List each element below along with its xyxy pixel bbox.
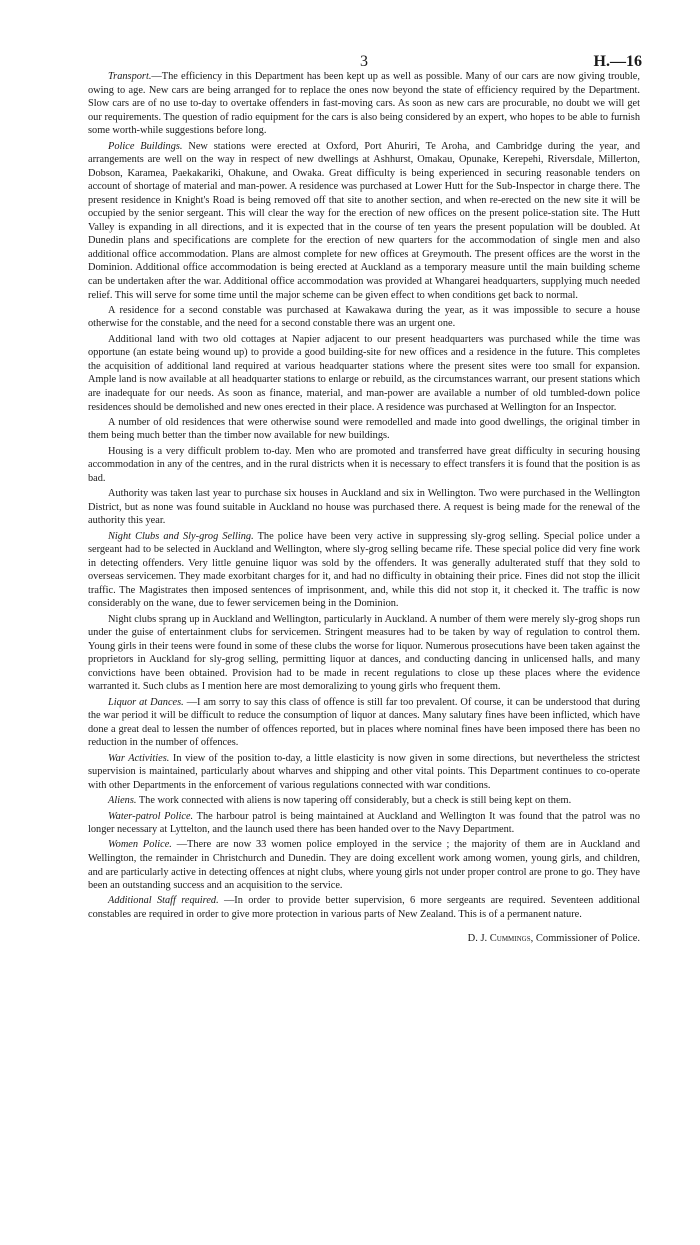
paragraph-heading: War Activities. [108,752,170,764]
paragraph-text: The harbour patrol is being maintained at Auckland and Wellington It was found that the patrol was no longer necessary at Lyttelton, and the launch used there has been handed over to the Navy Department. [88,810,640,836]
page-header [88,0,640,70]
paragraph-water-patrol [88,810,640,837]
paragraph-war-activities [88,752,640,793]
paragraph-night-clubs [88,530,640,611]
paragraph-kawakawa [88,304,640,331]
paragraph-heading: Water-patrol Police. [108,810,194,822]
paragraph-women-police [88,838,640,892]
paragraph-heading: Women Police. [108,839,172,851]
paragraph-heading: Night Clubs and Sly-grog Selling. [108,530,254,542]
paragraph-liquor-at-dances [88,696,640,750]
paragraph-text: —There are now 33 women police employed in the service ; the majority of them are in Auckland and Wellington, the remainder in Christchurch and Dunedin. They are doing excellent work among women, young girls, and children, and are particularly active in detecting offences at night clubs, where young girls not under proper control are prone to go. They have been an outstanding success and an acquisition to the service. [88,839,640,892]
paragraph-text: —In order to provide better supervision, 6 more sergeants are required. Seventeen additional constables are required in order to give more protection in various parts of New Zealand. This is of a permanent nature. [88,895,640,920]
paragraph-text: —I am sorry to say this class of offence is still far too prevalent. Of course, it can be understood that during the war period it will be difficult to reduce the consumption of liquor at dances. Many salutary fines have been inflicted, which have done a great deal to lessen the number of offences reported, but in places where nominal fines have been imposed there has been no reduction in the number of offences. [88,696,640,749]
paragraph-text: —The efficiency in this Department has been kept up as well as possible. Many of our cars are now giving trouble, owing to age. New cars are being arranged for to replace the ones now beyond the state of efficiency required by the Department. Slow cars are of no use to-day to overtake offenders in fast-moving cars. As soon as new cars are procurable, no doubt we will get our requirements. The question of radio equipment for the cars is also being considered by an expert, who hopes to be able to furnish some worth-while suggestions before long. [88,71,640,137]
document-reference: H.—16 [593,53,642,70]
page-number: 3 [360,53,368,70]
paragraph-housing [88,445,640,486]
paragraph-text: The work connected with aliens is now tapering off considerably, but a check is still being kept on them. [136,795,572,807]
paragraph-heading: Additional Staff required. [108,895,219,907]
paragraph-text: Additional land with two old cottages at Napier adjacent to our present headquarters was purchased while the time was opportune (an estate being wound up) to provide a good building-site for new offices and a residence in the future. This completes the acquisition of additional land required at various headquarter stations where the present sites were too small for expansion. Ample land is now available at all headquarter stations to enlarge or rebuild, as the circumstances warrant, our present stations which are inadequate for our needs. As soon as finance, material, and man-power are available a number of old tumbled-down police residences should be demolished and new ones erected in their place. A residence was purchased at Wellington for an Inspector. [88,333,640,413]
paragraph-additional-staff [88,894,640,921]
paragraph-remodelled-residences [88,416,640,443]
signatory-name: D. J. Cummings, [467,932,534,944]
paragraph-heading: Liquor at Dances. [108,696,184,708]
paragraph-text: Authority was taken last year to purchase six houses in Auckland and six in Wellington. Two were purchased in the Wellington District, but as none was found suitable in Auckland no house was purchased there. A request is being made for the renewal of the authority this year. [88,488,640,527]
paragraph-aliens [88,794,640,808]
paragraph-text: The police have been very active in suppressing sly-grog selling. Special police under a sergeant had to be selected in Auckland and Wellington, where sly-grog selling became rife. These special police did very fine work in detecting offenders. Very little genuine liquor was sold by the offenders. It was generally adulterated stuff that they sold to overseas servicemen. They made exorbitant charges for it, and had no difficulty in obtaining their price. Fines did not stop the illicit traffic. The Magistrates then imposed sentences of imprisonment, and, while this did not stop it, it checked it. The traffic is now considerably on the wane, due to fewer servicemen being in the Dominion. [88,530,640,610]
paragraph-heading: Police Buildings. [108,140,183,152]
paragraph-text: New stations were erected at Oxford, Port Ahuriri, Te Aroha, and Cambridge during the year, and arrangements are well on the way in respect of new dwellings at Ashhurst, Omakau, Opunake, Kerepehi, Riversdale, Millerton, Dobson, Karamea, Paekakariki, Ohakune, and Owaka. Great difficulty is being experienced in securing reasonable tenders on account of shortage of material and man-power. A residence was purchased at Lower Hutt for the Sub-Inspector in charge there. The present residence in Knight's Road is being removed off that site to another section, and when re-erected on the new site it will be occupied by the senior sergeant. This will clear the way for the erection of new offices on the present police-station site. The Hutt Valley is expanding in all directions, and it is expected that in the course of ten years the present population will be doubled. At Dunedin plans and specifications are complete for the erection of new quarters for the accommodation of single men and also additional office accommodation. Plans are almost complete for new offices at Greymouth. The present offices are the worst in the Dominion. Additional office accommodation is being erected at Auckland as a temporary measure until the main building scheme can be undertaken after the war. Additional office accommodation was provided at Whangarei headquarters, supplying much needed relief. This will serve for some time until the major scheme can be given effect to when conditions get back to normal. [88,140,641,301]
report-body [88,70,640,945]
paragraph-text: A number of old residences that were otherwise sound were remodelled and made into good dwellings, the original timber in them being much better than the timber now available for new buildings. [88,416,640,442]
paragraph-text: A residence for a second constable was purchased at Kawakawa during the year, as it was impossible to secure a house otherwise for the constable, and the need for a second constable there was an urgent one. [88,304,640,330]
paragraph-text: In view of the position to-day, a little elasticity is now given in some directions, but nevertheless the strictest supervision is maintained, particularly about wharves and shipping and other vital points. This Department continues to co-operate with other Departments in the enforcement of various regulations connected with war conditions. [88,752,640,791]
paragraph-heading: Transport. [108,71,152,82]
paragraph-heading: Aliens. [108,795,137,807]
signatory-title: Commissioner of Police. [533,932,640,944]
paragraph-authority [88,487,640,528]
paragraph-text: Night clubs sprang up in Auckland and Wellington, particularly in Auckland. A number of them were merely sly-grog shops run under the guise of entertainment clubs for servicemen. Stringent measures had to be taken by way of regulation to control them. Young girls in their teens were found in some of these clubs the worse for liquor. Numerous prosecutions have been taken against the proprietors in Auckland for sly-grog selling, permitting liquor at dances, and conducting dancing in unlicensed halls, and many convictions have been obtained. Provision had to be made in recent regulations to close up these places where the evidence warranted it. Such clubs as I mention here are most demoralizing to young girls who frequent them. [88,613,640,693]
paragraph-text: Housing is a very difficult problem to-day. Men who are promoted and transferred have great difficulty in securing housing accommodation in any of the centres, and in the rural districts when it is necessary to effect transfers it is found that the position is as bad. [88,445,640,484]
signature-block [88,932,640,946]
paragraph-police-buildings [88,140,640,303]
paragraph-night-clubs-continued [88,613,640,694]
paragraph-napier-land [88,333,640,414]
paragraph-transport [88,70,640,138]
